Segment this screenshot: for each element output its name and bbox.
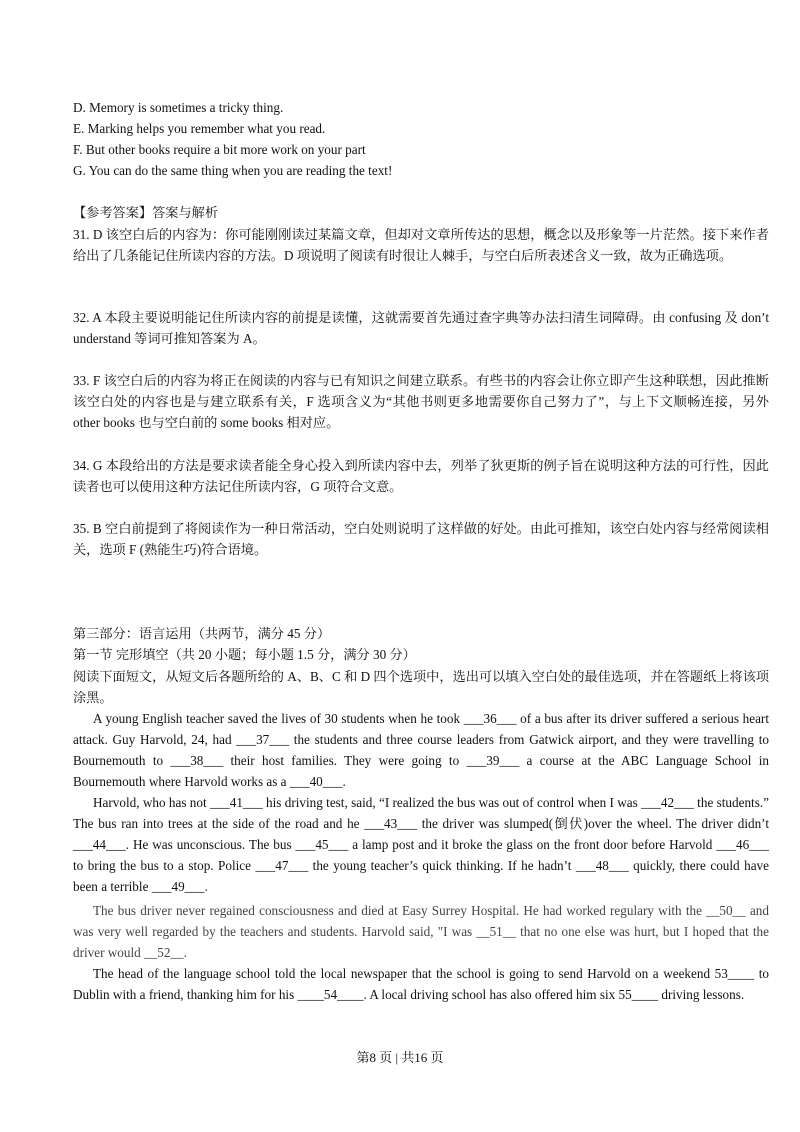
option-d: D. Memory is sometimes a tricky thing. bbox=[73, 100, 284, 115]
section-subtitle: 第一节 完形填空（共 20 小题；每小题 1.5 分，满分 30 分） bbox=[73, 647, 416, 662]
explanation-35: 35. B 空白前提到了将阅读作为一种日常活动，空白处则说明了这样做的好处。由此可推知，该空白处内容与经常阅读相关，选项 F (熟能生巧)符合语境。 bbox=[73, 521, 769, 557]
option-g: G. You can do the same thing when you are reading the text! bbox=[73, 163, 393, 178]
section-instruction: 阅读下面短文，从短文后各题所给的 A、B、C 和 D 四个选项中，选出可以填入空白处的最佳选项，并在答题纸上将该项涂黑。 bbox=[73, 669, 770, 705]
explanation-33: 33. F 该空白后的内容为将正在阅读的内容与已有知识之间建立联系。有些书的内容会让你立即产生这种联想，因此推断该空白处的内容也是与建立联系有关，F 选项含义为“其他书则更多地需要你自己努力了”，与上下文顺畅连接，另外 other books 也与空白前的 some books 相对应。 bbox=[73, 373, 769, 430]
passage-paragraph-3: The bus driver never regained consciousness and died at Easy Surrey Hospital. He had worked regulary with the __50__ and was very well regarded by the teachers and students. Harvold said, "I was __51__ that no one else was hurt, but I hoped that the driver would __52__. bbox=[73, 903, 769, 960]
option-e: E. Marking helps you remember what you read. bbox=[73, 121, 326, 136]
passage-paragraph-2: Harvold, who has not ___41___ his driving test, said, “I realized the bus was out of control when I was ___42___ the students.” The bus ran into trees at the side of the road and he ___43___ the driver was slumped(倒伏)over the wheel. The driver didn’t ___44___. He was unconscious. The bus ___45___ a lamp post and it broke the glass on the front door before Harvold ___46___ to bring the bus to a stop. Police ___47___ the young teacher’s quick thinking. If he hadn’t ___48___ quickly, there could have been a terrible ___49___. bbox=[73, 795, 769, 894]
explanation-34: 34. G 本段给出的方法是要求读者能全身心投入到所读内容中去，列举了狄更斯的例子旨在说明这种方法的可行性，因此读者也可以使用这种方法记住所读内容，G 项符合文意。 bbox=[73, 458, 769, 494]
part-title: 第三部分：语言运用（共两节，满分 45 分） bbox=[73, 626, 331, 641]
option-f: F. But other books require a bit more work on your part bbox=[73, 142, 366, 157]
answer-heading: 【参考答案】答案与解析 bbox=[73, 205, 219, 220]
page-footer: 第8 页 | 共16 页 bbox=[356, 1050, 444, 1065]
passage-paragraph-1: A young English teacher saved the lives of 30 students when he took ___36___ of a bus after its driver suffered a serious heart attack. Guy Harvold, 24, had ___37___ the students and three course leaders from Gatwick airport, and they were travelling to Bournemouth to ___38___ their host families. They were going to ___39___ a course at the ABC Language School in Bournemouth where Harvold works as a ___40___. bbox=[73, 711, 769, 789]
explanation-32: 32. A 本段主要说明能记住所读内容的前提是读懂，这就需要首先通过查字典等办法扫清生词障碍。由 confusing 及 don’t understand 等词可推知答案为 A。 bbox=[73, 310, 769, 346]
explanation-31: 31. D 该空白后的内容为：你可能刚刚读过某篇文章，但却对文章所传达的思想，概念以及形象等一片茫然。接下来作者给出了几条能记住所读内容的方法。D 项说明了阅读有时很让人棘手，与空白后所表述含义一致，故为正确选项。 bbox=[73, 227, 769, 263]
passage-paragraph-4: The head of the language school told the local newspaper that the school is going to send Harvold on a weekend 53____ to Dublin with a friend, thanking him for his ____54____. A local driving school has also offered him six 55____ driving lessons. bbox=[73, 966, 769, 1002]
